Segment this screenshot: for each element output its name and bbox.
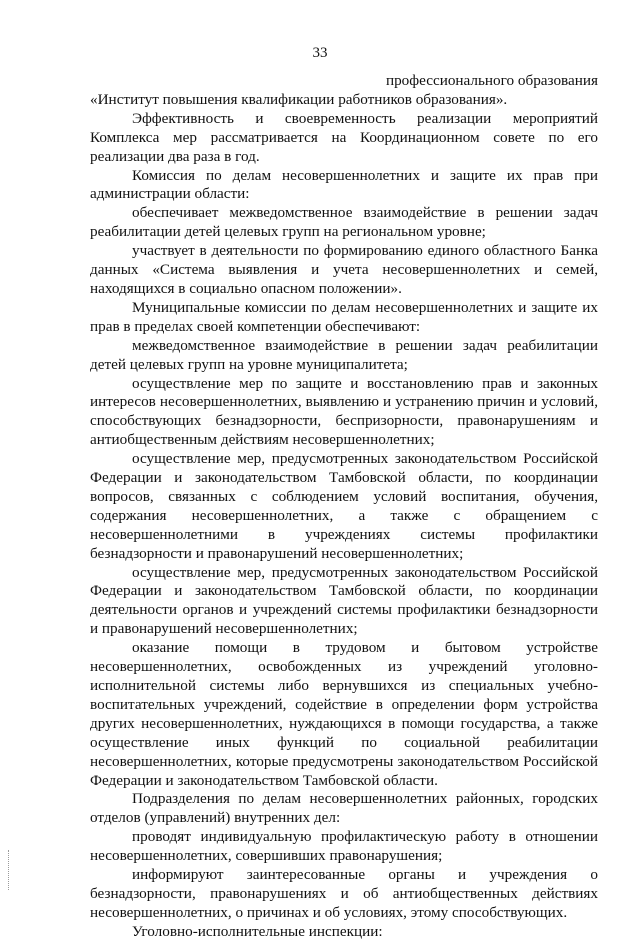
paragraph-system-coordination: осуществление мер, предусмотренных законодательством Российской Федерации и законодательством Тамбовской области, по координации деятельности органов и учреждений системы профилактики безнадзорности и правонарушений несовершеннолетних; [90,563,598,638]
paragraph-municipal-coordination: межведомственное взаимодействие в решении задач реабилитации детей целевых групп на уровне муниципалитета; [90,336,598,373]
paragraph-social-assistance: оказание помощи в трудовом и бытовом устройстве несовершеннолетних, освобожденных из учреждений уголовно-исполнительной системы либо вернувшихся из специальных учебно-воспитательных учреждений, содействие в определении форм устройства других несовершеннолетних, нуждающихся в помощи государства, а также осуществление иных функций по социальной реабилитации несовершеннолетних, которые предусмотрены законодательством Российской Федерации и законодательством Тамбовской области. [90,639,598,789]
paragraph-data-bank: участвует в деятельности по формированию единого областного Банка данных «Система выявления и учета несовершеннолетних и семей, находящихся в социально опасном положении». [90,242,598,297]
paragraph-regional-commission: Комиссия по делам несовершеннолетних и защите их прав при администрации области: [90,166,598,203]
continued-paragraph [90,72,598,110]
paragraph-regional-coordination: обеспечивает межведомственное взаимодействие в решении задач реабилитации детей целевых групп на региональном уровне; [90,204,598,241]
paragraph-rights-protection: осуществление мер по защите и восстановлению прав и законных интересов несовершеннолетних, выявлению и устранению причин и условий, способствующих безнадзорности, беспризорности, правонарушениям и антиобщественным действиям несовершеннолетних; [90,374,598,449]
paragraph-police-units: Подразделения по делам несовершеннолетних районных, городских отделов (управлений) внутренних дел: [90,790,598,827]
continued-text: «Институт повышения квалификации работников образования». [90,90,508,108]
paragraph-informing: информируют заинтересованные органы и учреждения о безнадзорности, правонарушениях и об антиобщественных действиях несовершеннолетних, о причинах и об условиях, этому способствующих. [90,866,598,921]
page-number: 33 [312,45,328,61]
paragraph-education-conditions: осуществление мер, предусмотренных законодательством Российской Федерации и законодательством Тамбовской области, по координации вопросов, связанных с соблюдением условий воспитания, обучения, содержания несовершеннолетних, а также с обращением с несовершеннолетними в учреждениях системы профилактики безнадзорности и правонарушений несовершеннолетних; [90,450,598,562]
paragraph-penal-inspections: Уголовно-исполнительные инспекции: [132,922,383,940]
paragraph-municipal-commissions: Муниципальные комиссии по делам несовершеннолетних и защите их прав в пределах своей компетенции обеспечивают: [90,298,598,335]
paragraph-effectiveness: Эффективность и своевременность реализации мероприятий Комплекса мер рассматривается на Координационном совете по его реализации два раза в год. [90,109,598,165]
document-body [90,72,598,942]
paragraph-preventive-work: проводят индивидуальную профилактическую работу в отношении несовершеннолетних, совершивших правонарушения; [90,828,598,865]
scan-margin-marks [8,850,13,890]
continued-line: профессионального образования [385,72,598,89]
